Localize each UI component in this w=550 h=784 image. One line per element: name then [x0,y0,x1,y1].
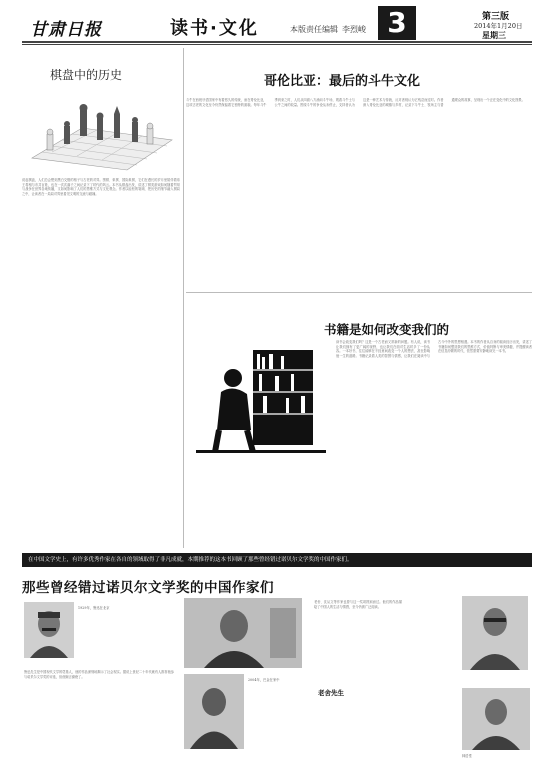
divider-vertical [183,48,184,548]
page-number-badge [378,6,416,40]
banner-text: 在中国文学史上，有许多优秀作家在各自的领域取得了非凡成就，本期推荐的这本书回顾了那些曾经错过诺贝尔文学奖的中国作家们。 [28,557,353,563]
left-article-body: 说起棋盘，人们总会想到黑白交错的格子与古老的对弈。围棋、象棋、国际象棋，它们在漫长的岁月里陪伴着帝王将相与市井百姓，也在一次次落子之间记录下了时代的风云。本书从棋盘出发，讲述了棋类游戏如何随着贸易与战争在世界各地传播，又如何影响了人们的思维方式与文化观念。作者以轻松的笔调，把历史的细节融入棋局之中，让读者在一局局对弈里看见文明的交流与碰撞。 [22,178,180,196]
photo-old-writer [184,598,302,668]
right-article-title: 哥伦比亚：最后的斗牛文化 [264,74,421,89]
page-number: 3 [387,6,407,39]
bottom-article-body-left: 鲁迅先生是中国现代文学的奠基人，他的作品深刻地揭示了社会现实。据说上世纪二十年代就有人推荐他参与诺贝尔文学奖的评选，但他婉言谢绝了。 [24,670,174,679]
date-label: 2014年1月20日 [474,22,523,30]
right-article [186,48,532,288]
left-article-title: 棋盘中的历史 [50,68,123,82]
photo-writer-portrait-right [462,688,530,750]
left-article [22,48,180,548]
newspaper-logo: 甘肃日报 [30,20,102,40]
subheading-writers [318,688,344,697]
bottom-article [22,570,532,780]
masthead-rule [22,41,532,43]
bottom-article-title: 那些曾经错过诺贝尔文学奖的中国作家们 [22,580,274,596]
editor-name: 李烈峻 [342,25,366,34]
divider-horizontal [186,292,532,293]
center-article-lead [191,465,331,545]
masthead [0,0,550,44]
banner [22,553,532,567]
masthead-rule-thin [22,44,532,45]
center-article-body: 读书会改变我们吗？这是一个古老而又常新的问题。有人说，读书让我们拥有了更广阔的视野，也让我们在面对生活时多了一份从容。一本好书，往往能够在不经意间改变一个人的想法，甚至影响他一生的道路。书籍记录着人类的智慧与情感，让我们在阅读中与古今中外的思想相遇。本书的作者从自身的阅读经历出发，讲述了书籍如何塑造我们的思维方式、价值判断与审美情趣，并提醒读者在信息纷繁的时代，依然需要安静地读完一本书。 [336,340,532,358]
photo-lin-yutang [462,596,528,670]
bottom-article-body-extra [314,700,454,770]
photo-ba-jin [184,674,244,749]
bottom-article-body-right: 老舍、沈从文等作家也曾与这一奖项擦肩而过。他们的作品描绘了中国人的生活与情感，至今仍被广泛阅读。 [314,600,402,609]
portrait-lu-xun [24,602,74,658]
edition-label: 第三版 [482,12,510,22]
right-article-body: 斗牛在西班牙语国家中有着悠久的传统，而在哥伦比亚，这项古老的文化至今仍然保留着它独特的面貌。每年斗牛季到来之时，人们从四面八方涌向斗牛场，观看斗牛士与公牛之间的较量。围绕斗牛的争论从未停止，支持者认为这是一种艺术与传统，反对者则认为它残忍而过时。作者深入哥伦比亚的城镇与乡村，记录下斗牛士、牧场主与普通观众的故事，呈现出一个正在变化中的文化图景。 [186,98,525,107]
caption-2: 2004年，巴金在家中 [248,678,280,682]
caption-1: 1929年，鲁迅在北京 [78,606,110,610]
center-article-title: 书籍是如何改变我们的 [324,322,450,337]
caption-4: 林语堂 [462,754,472,758]
editor-label: 本版责任编辑 [290,25,338,34]
subheading-caption: 老舍先生 [318,689,344,697]
chessboard-illustration [22,88,180,173]
section-title: 读书·文化 [170,18,259,39]
reader-silhouette-illustration [191,340,331,460]
center-article [186,300,532,550]
weekday-label: 星期三 [482,31,506,40]
